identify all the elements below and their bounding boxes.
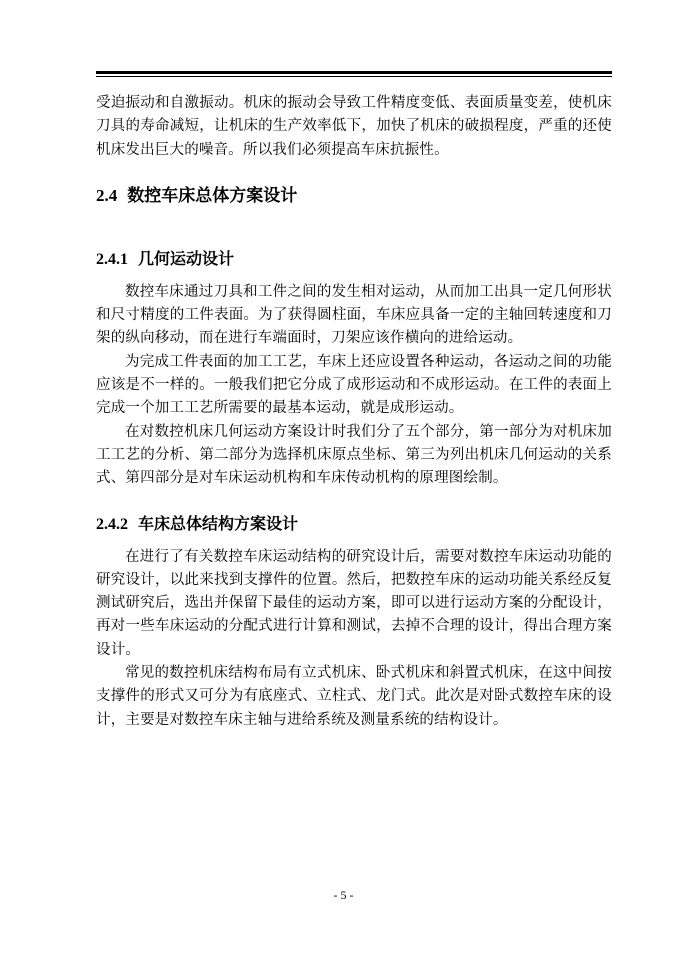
page-number: - 5 - [333, 888, 354, 902]
subsection-number: 2.4.2 [96, 515, 128, 533]
subsection-title: 几何运动设计 [138, 248, 235, 268]
subsection-number: 2.4.1 [96, 250, 128, 268]
subsection-title: 车床总体结构方案设计 [138, 513, 299, 533]
paragraph-continuation: 受迫振动和自激振动。机床的振动会导致工件精度变低、表面质量变差，使机床刀具的寿命减短，让机床的生产效率低下，加快了机床的破损程度，严重的还使机床发出巨大的噪音。所以我们必须提高车床抗振性。 [96, 95, 612, 158]
paragraph: 在对数控机床几何运动方案设计时我们分了五个部分，第一部分为对机床加工工艺的分析、第二部分为选择机床原点坐标、第三为列出机床几何运动的关系式、第四部分是对车床运动机构和车床传动机构的原理图绘制。 [96, 423, 612, 487]
paragraph: 在进行了有关数控车床运动结构的研究设计后，需要对数控车床运动功能的研究设计，以此来找到支撑件的位置。然后，把数控车床的运动功能关系经反复测试研究后，选出并保留下最佳的运动方案，即可以进行运动方案的分配设计，再对一些车床运动的分配式进行计算和测试，去掉不合理的设计，得出合理方案设计。 [96, 548, 612, 658]
subsection-heading-2-4-2 [96, 511, 612, 538]
section-title: 数控车床总体方案设计 [127, 185, 298, 206]
header-rule [96, 71, 612, 74]
paragraph: 数控车床通过刀具和工件之间的发生相对运动，从而加工出具一定几何形状和尺寸精度的工件表面。为了获得圆柱面，车床应具备一定的主轴回转速度和刀架的纵向移动，而在进行车端面时，刀架应该作横向的进给运动。 [96, 283, 612, 347]
subsection-heading-2-4-1 [96, 246, 612, 273]
section-heading-2-4 [96, 182, 612, 210]
section-number: 2.4 [96, 185, 118, 205]
paragraph: 常见的数控机床结构布局有立式机床、卧式机床和斜置式机床，在这中间按支撑件的形式又可分为有底座式、立柱式、龙门式。此次是对卧式数控车床的设计，主要是对数控车床主轴与进给系统及测量系统的结构设计。 [96, 665, 612, 728]
header-rule-thin [96, 76, 612, 77]
page-body [96, 92, 612, 732]
paragraph: 为完成工件表面的加工工艺，车床上还应设置各种运动，各运动之间的功能应该是不一样的。一般我们把它分成了成形运动和不成形运动。在工件的表面上完成一个加工工艺所需要的最基本运动，就是成形运动。 [96, 353, 612, 417]
